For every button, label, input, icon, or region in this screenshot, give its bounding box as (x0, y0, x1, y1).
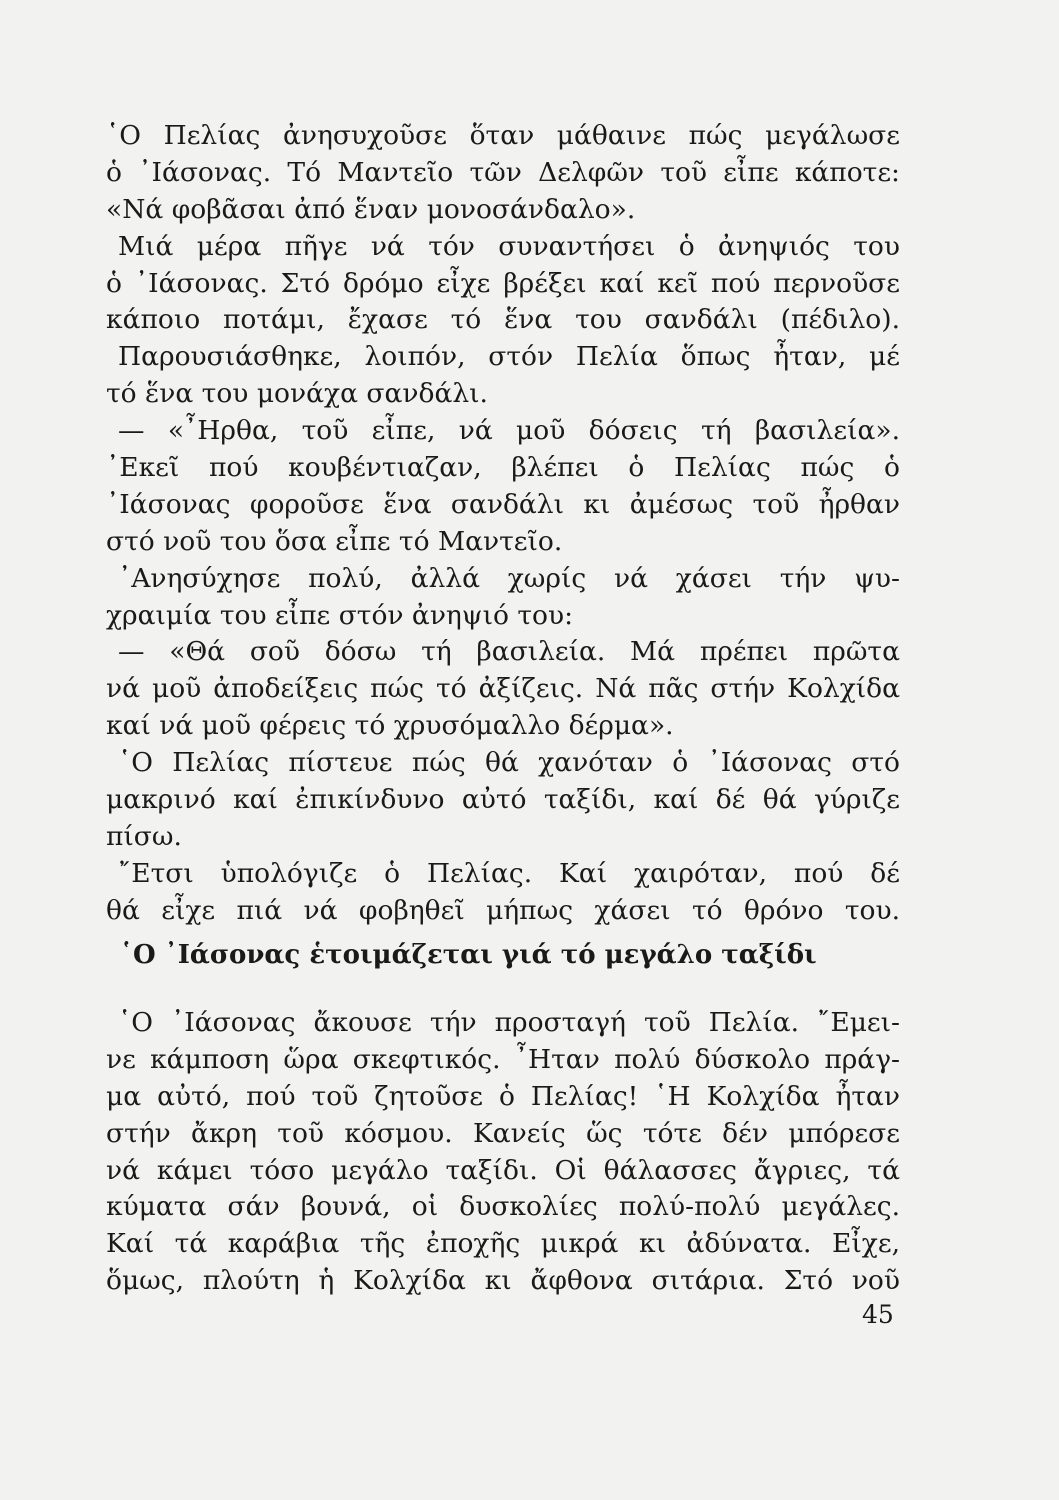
text-line: ᾿Εκεῖ πού κουβέντιαζαν, βλέπει ὁ Πελίας πώς ὁ (106, 452, 900, 484)
text-line: «Νά φοβᾶσαι ἀπό ἕναν μονοσάνδαλο». (106, 193, 636, 225)
text-line: ὅμως, πλούτη ἡ Κολχίδα κι ἄφθονα σιτάρια. Στό νοῦ (106, 1265, 900, 1297)
text-line: ᾿Ιάσονας φοροῦσε ἕνα σανδάλι κι ἀμέσως τοῦ ἦρθαν (106, 488, 900, 520)
text-line: νά κάμει τόσο μεγάλο ταξίδι. Οἱ θάλασσες ἄγριες, τά (106, 1154, 900, 1186)
text-line: Παρουσιάσθηκε, λοιπόν, στόν Πελία ὅπως ἦταν, μέ (118, 341, 900, 373)
text-line: ὁ ᾿Ιάσονας. Στό δρόμο εἶχε βρέξει καί κεῖ πού περνοῦσε (106, 267, 900, 299)
text-line: στήν ἄκρη τοῦ κόσμου. Κανείς ὥς τότε δέν μπόρεσε (106, 1117, 900, 1149)
text-line: πίσω. (106, 820, 182, 852)
text-line: καί νά μοῦ φέρεις τό χρυσόμαλλο δέρμα». (106, 710, 674, 742)
paragraph-section-2 (106, 1005, 900, 1300)
text-line: Καί τά καράβια τῆς ἐποχῆς μικρά κι ἀδύνατα. Εἶχε, (106, 1228, 900, 1260)
text-line: — «Θά σοῦ δόσω τή βασιλεία. Μά πρέπει πρῶτα (118, 636, 900, 668)
paragraph-section-1 (106, 118, 900, 930)
text-line: ῾Ο Πελίας ἀνησυχοῦσε ὅταν μάθαινε πώς μεγάλωσε (106, 120, 900, 151)
section-heading: ῾Ο ᾿Ιάσονας ἑτοιμάζεται γιά τό μεγάλο ταξίδι (120, 940, 817, 970)
text-line: θά εἶχε πιά νά φοβηθεῖ μήπως χάσει τό θρόνο του. (106, 894, 900, 926)
text-line: μα αὐτό, πού τοῦ ζητοῦσε ὁ Πελίας! ῾Η Κολχίδα ἦταν (106, 1080, 900, 1112)
text-line: κύματα σάν βουνά, οἱ δυσκολίες πολύ-πολύ μεγάλες. (106, 1191, 900, 1223)
text-line: ὁ ᾿Ιάσονας. Τό Μαντεῖο τῶν Δελφῶν τοῦ εἶπε κάποτε: (106, 156, 900, 188)
text-line: ῎Ετσι ὑπολόγιζε ὁ Πελίας. Καί χαιρόταν, πού δέ (118, 857, 900, 889)
text-line: ῾Ο Πελίας πίστευε πώς θά χανόταν ὁ ᾿Ιάσονας στό (118, 747, 900, 779)
text-line: μακρινό καί ἐπικίνδυνο αὐτό ταξίδι, καί δέ θά γύριζε (106, 784, 900, 816)
page-number: 45 (862, 1300, 894, 1329)
text-line: στό νοῦ του ὅσα εἶπε τό Μαντεῖο. (106, 525, 563, 557)
text-line: κάποιο ποτάμι, ἔχασε τό ἕνα του σανδάλι (πέδιλο). (106, 304, 900, 336)
text-line: ῾Ο ᾿Ιάσονας ἄκουσε τήν προσταγή τοῦ Πελία. ῎Εμει- (118, 1007, 900, 1038)
text-line: ᾿Ανησύχησε πολύ, ἀλλά χωρίς νά χάσει τήν ψυ- (118, 562, 900, 594)
text-line: τό ἕνα του μονάχα σανδάλι. (106, 378, 488, 410)
text-line: Μιά μέρα πῆγε νά τόν συναντήσει ὁ ἀνηψιός του (118, 230, 900, 262)
text-line: — «῏Ηρθα, τοῦ εἶπε, νά μοῦ δόσεις τή βασιλεία». (118, 415, 900, 447)
text-line: χραιμία του εἶπε στόν ἀνηψιό του: (106, 599, 574, 631)
text-line: νά μοῦ ἀποδείξεις πώς τό ἀξίζεις. Νά πᾶς στήν Κολχίδα (106, 673, 900, 705)
text-line: νε κάμποση ὥρα σκεφτικός. ῏Ηταν πολύ δύσκολο πράγ- (106, 1043, 900, 1075)
